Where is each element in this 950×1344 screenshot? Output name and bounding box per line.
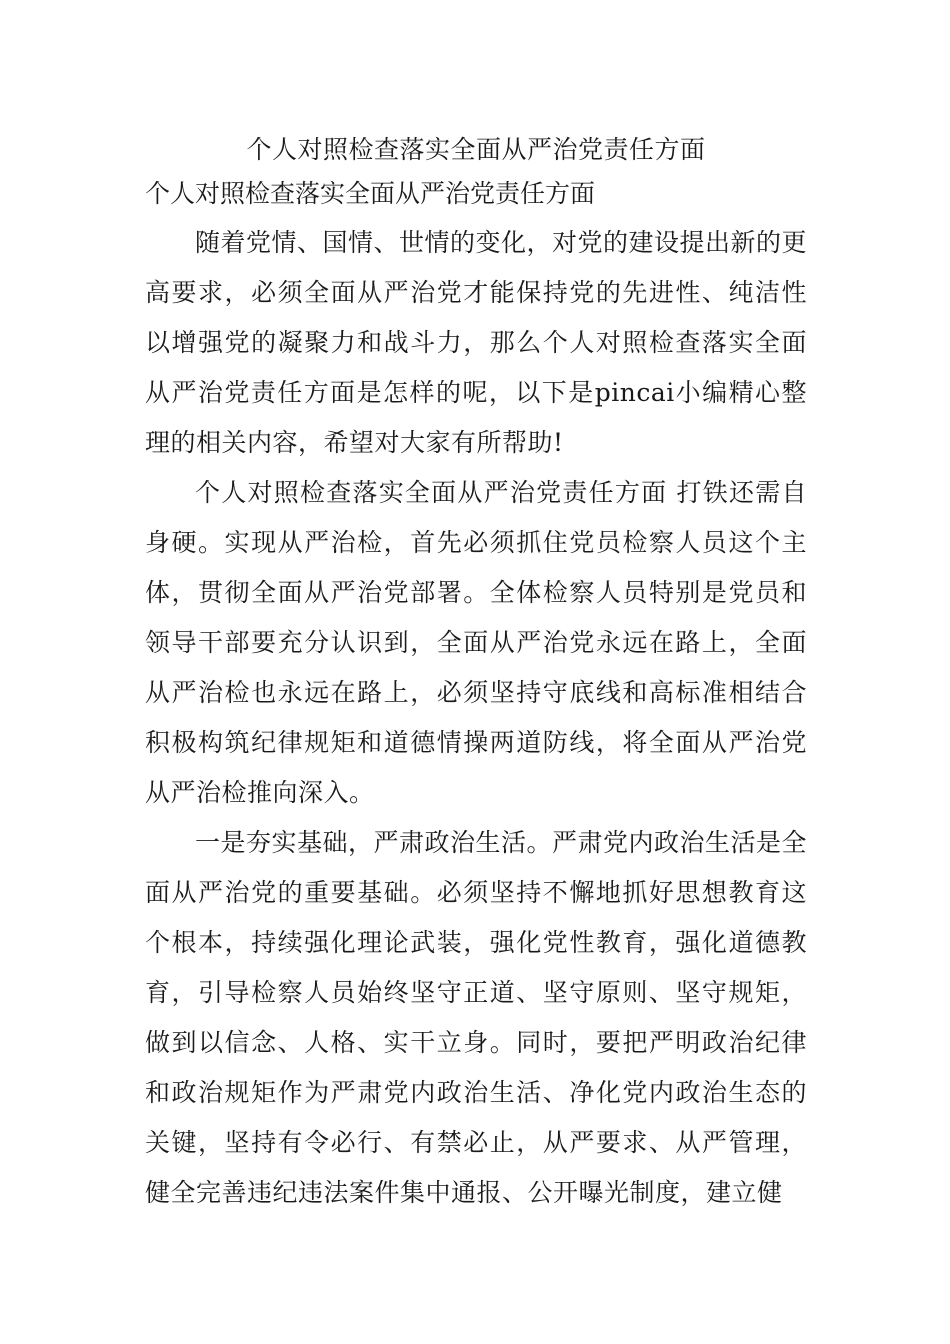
paragraph-self-discipline: 个人对照检查落实全面从严治党责任方面 打铁还需自身硬。实现从严治检，首先必须抓住党员检察人员这个主体，贯彻全面从严治党部署。全体检察人员特别是党员和领导干部要充分认识到，全面从严治党永远在路上，全面从严治检也永远在路上，必须坚持守底线和高标准相结合积极构筑纪律规矩和道德情操两道防线，将全面从严治党从严治检推向深入。 [145,478,807,807]
document-title: 个人对照检查落实全面从严治党责任方面 [246,135,706,164]
document-body [145,128,807,1218]
paragraph-intro: 随着党情、国情、世情的变化，对党的建设提出新的更高要求，必须全面从严治党才能保持党的先进性、纯洁性以增强党的凝聚力和战斗力，那么个人对照检查落实全面从严治党责任方面是怎样的呢，以下是pincai小编精心整理的相关内容，希望对大家有所帮助! [145,228,808,457]
document-subtitle: 个人对照检查落实全面从严治党责任方面 [145,179,596,208]
paragraph-political-life: 一是夯实基础，严肃政治生活。严肃党内政治生活是全面从严治党的重要基础。必须坚持不懈地抓好思想教育这个根本，持续强化理论武装，强化党性教育，强化道德教育，引导检察人员始终坚守正道、坚守原则、坚守规矩，做到以信念、人格、实干立身。同时，要把严明政治纪律和政治规矩作为严肃党内政治生活、净化党内政治生态的关键，坚持有令必行、有禁必止，从严要求、从严管理，健全完善违纪违法案件集中通报、公开曝光制度，建立健 [145,828,808,1207]
